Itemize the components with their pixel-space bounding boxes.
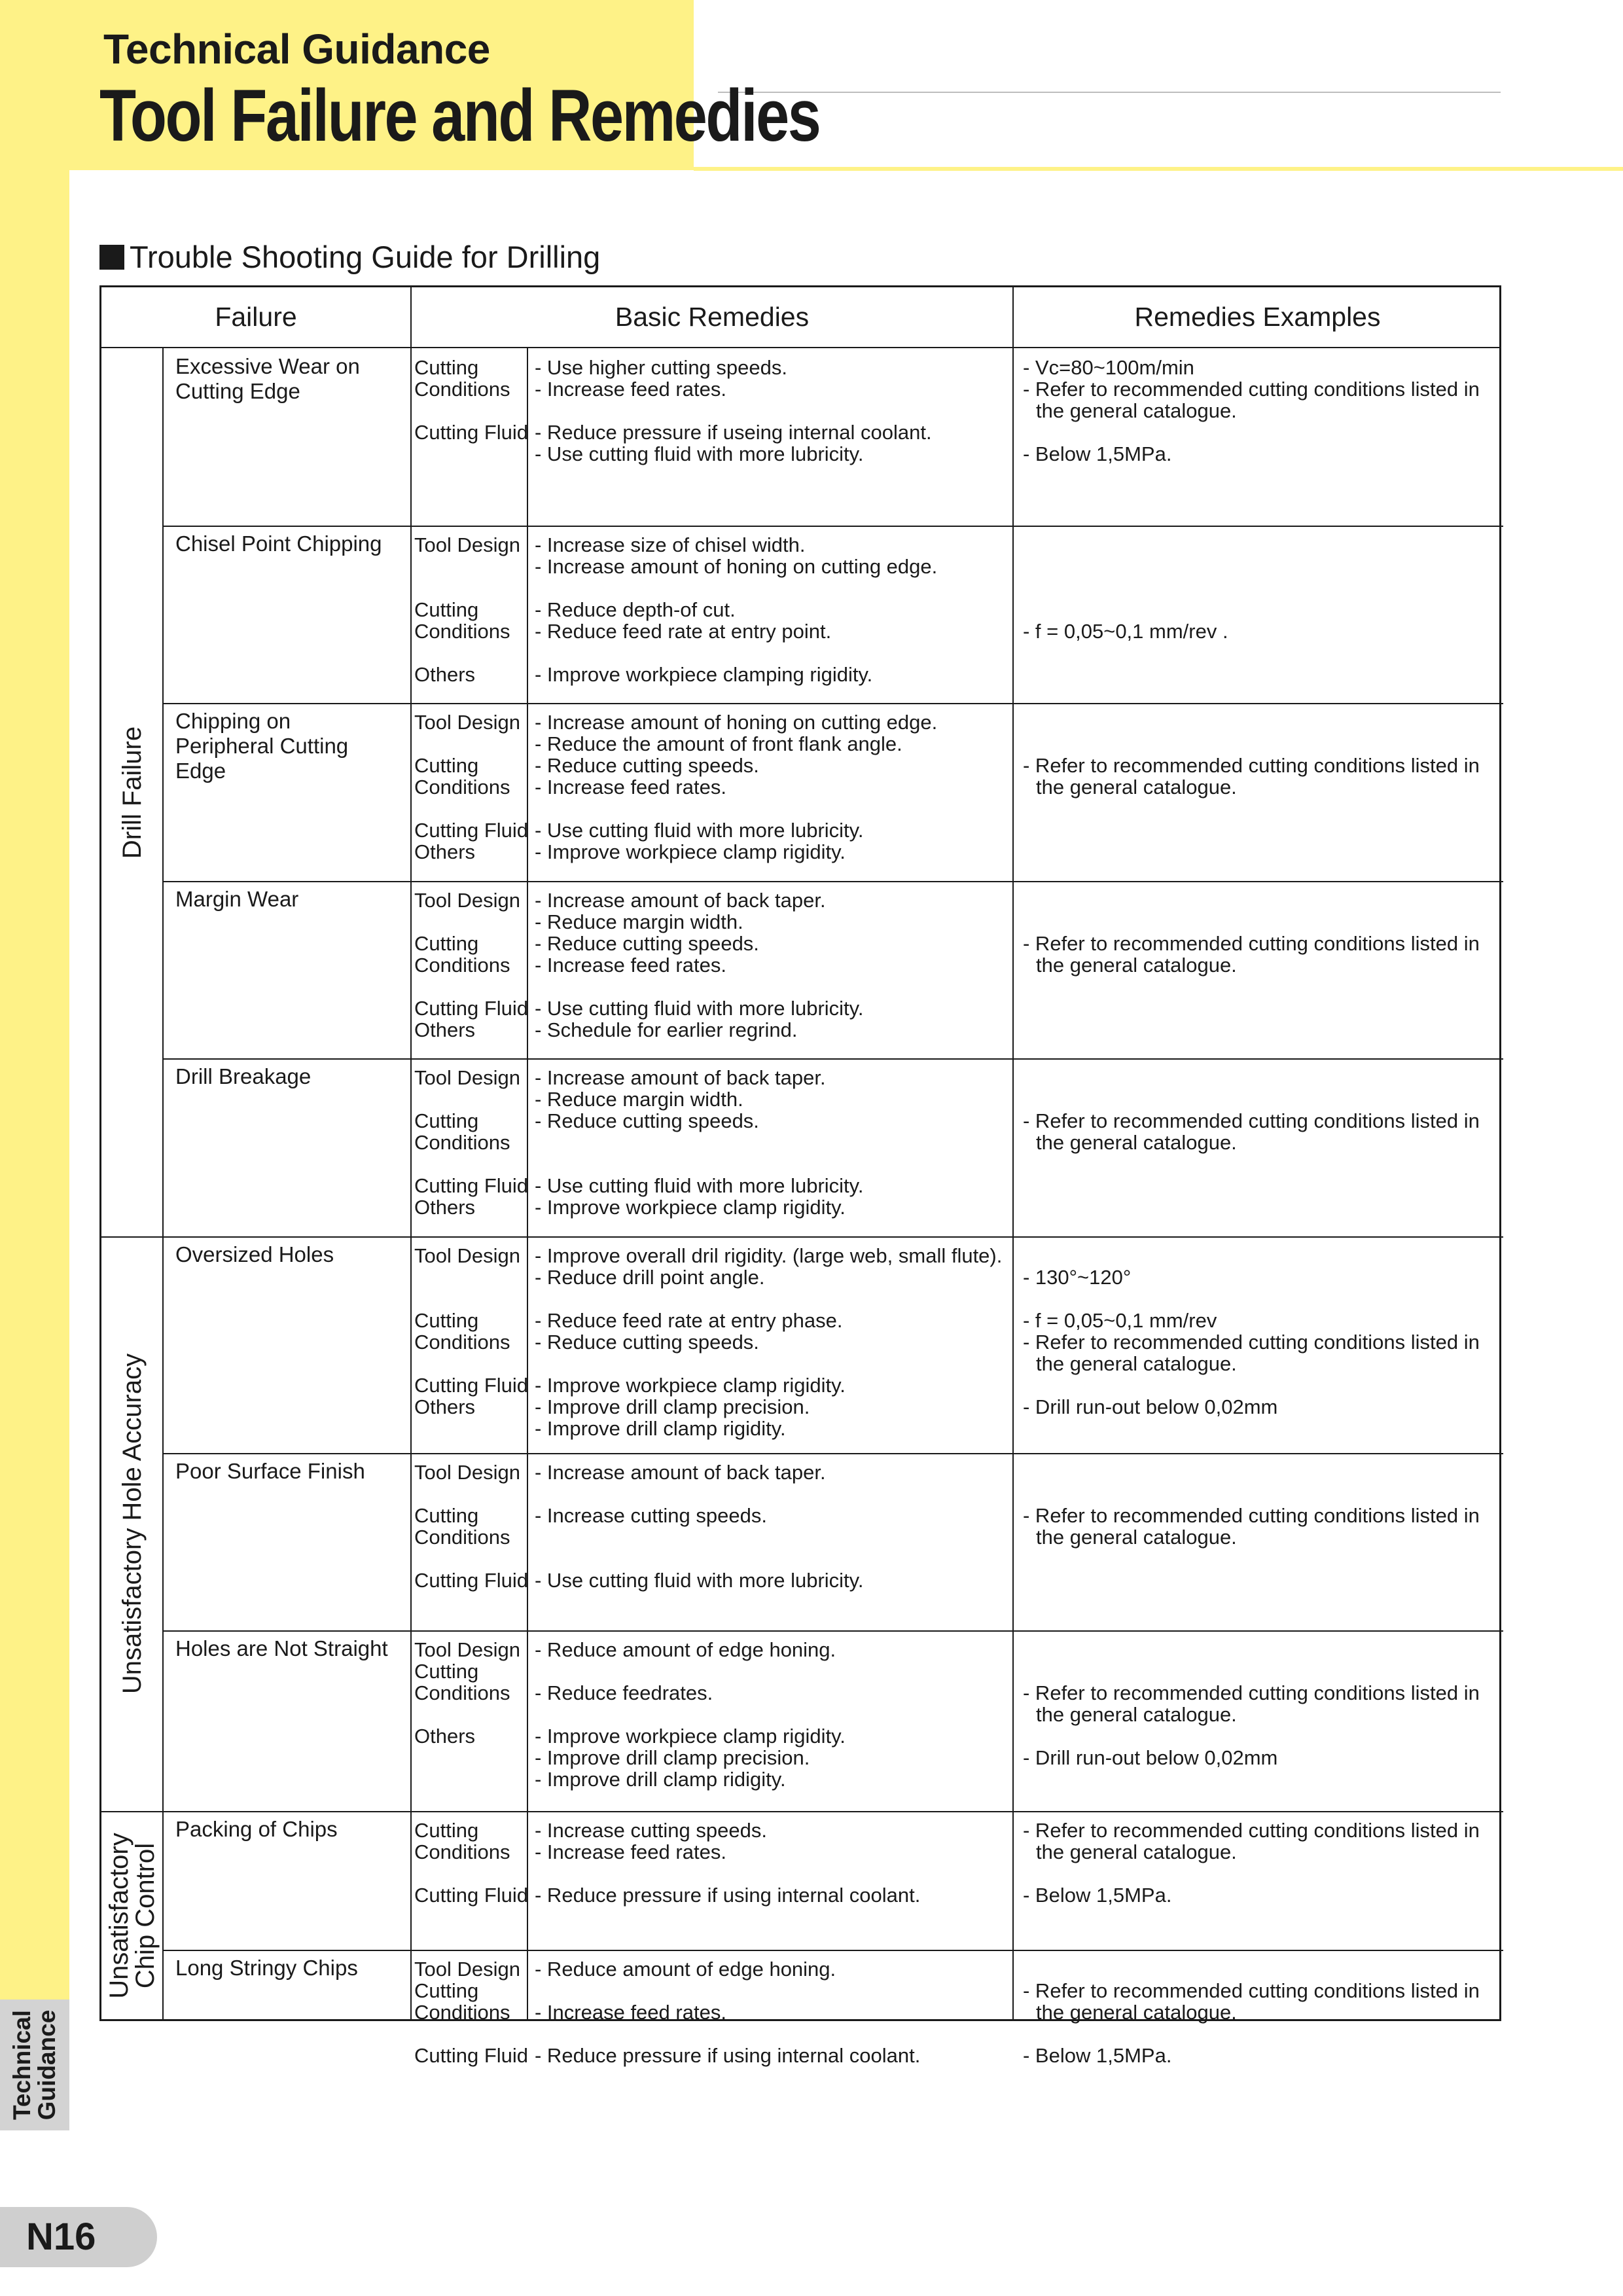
column-divider [162,348,164,2021]
remedy-item-line: - Improve overall dril rigidity. (large web, small flute). [535,1244,1003,1267]
remedy-item-line: - Reduce feed rate at entry point. [535,620,832,643]
remedy-example [1023,534,1494,642]
remedy-item-line: - Improve drill clamp rigidity. [535,1417,786,1440]
condition-label-line [414,798,529,819]
condition-label [414,1245,529,1418]
condition-label [414,1958,529,2066]
remedy-item-line: - Increase amount of honing on cutting edge. [535,555,938,578]
remedy-example-line [1023,1725,1494,1747]
row-divider [162,1630,1503,1632]
condition-label [414,1820,529,1906]
remedy-item-line: - Reduce drill point angle. [535,1266,765,1289]
condition-label-line: Conditions [414,954,510,977]
remedy-item-line [535,976,1111,997]
condition-label-line: Tool Design [414,1461,520,1484]
remedy-example-line: - Below 1,5MPa. [1023,1884,1172,1907]
condition-label-line: Tool Design [414,711,520,734]
condition-label-line: Others [414,1196,476,1219]
failure-name-line: Drill Breakage [175,1064,312,1088]
failure-name [175,1636,404,1661]
section-heading [99,239,600,275]
remedy-item-line: - Use cutting fluid with more lubricity. [535,997,864,1020]
condition-label-line [414,976,529,997]
remedy-example [1023,1462,1494,1548]
side-color-band [0,0,69,2130]
remedy-example [1023,1958,1494,2066]
remedy-item-line: - Improve workpiece clamping rigidity. [535,663,873,686]
remedy-item-line [535,1153,1111,1175]
remedy-item-line: - Reduce feed rate at entry phase. [535,1309,843,1332]
remedy-example-line: the general catalogue. [1036,1526,1237,1549]
condition-label-line: Cutting [414,1109,479,1132]
remedy-item-line: - Improve drill clamp ridigity. [535,1768,786,1791]
condition-label-line [414,2023,529,2045]
failure-name [175,1956,404,1981]
remedy-item-line: - Reduce cutting speeds. [535,754,759,777]
condition-label-line [414,577,529,599]
remedy-example-line [1023,1288,1494,1310]
remedy-item-line: - Reduce depth-of cut. [535,598,736,621]
remedy-example-line: - Refer to recommended cutting conditions listed in [1023,754,1480,777]
remedy-example-line: - Refer to recommended cutting conditions listed in [1023,932,1480,955]
remedy-item-line: - Increase amount of back taper. [535,1461,826,1484]
condition-label-line [414,1288,529,1310]
condition-label [414,357,529,443]
row-divider [162,703,1503,704]
remedy-example-line: the general catalogue. [1036,399,1237,422]
remedy-item-line: - Schedule for earlier regrind. [535,1018,798,1041]
condition-label [414,1067,529,1218]
condition-label-line: Cutting Fluid [414,421,529,444]
remedy-example-line: - Below 1,5MPa. [1023,2044,1172,2067]
condition-label-line [414,1548,529,1570]
failure-name [175,1459,404,1484]
failure-name [175,1242,404,1267]
condition-label-line: Cutting [414,754,479,777]
remedy-example [1023,1067,1494,1153]
remedy-item-line: - Use cutting fluid with more lubricity. [535,819,864,842]
section-side-tab [0,2000,69,2130]
table-header-row [101,287,1499,348]
remedy-example-line: the general catalogue. [1036,1131,1237,1154]
failure-name-line: Margin Wear [175,887,299,911]
remedy-example-line [1023,556,1494,577]
condition-label-line: Conditions [414,1131,510,1154]
remedy-item-line: - Increase amount of back taper. [535,1066,826,1089]
remedy-example-line: the general catalogue. [1036,2001,1237,2024]
condition-label-line: Tool Design [414,1638,520,1661]
condition-label-line: Conditions [414,776,510,798]
troubleshooting-table [99,285,1501,2067]
remedy-item-line: - Reduce feedrates. [535,1681,713,1704]
column-divider [410,287,412,2019]
header-yellow-rule [694,167,1623,171]
remedy-item-line: - Improve drill clamp precision. [535,1746,810,1769]
remedy-example-line [1023,711,1494,733]
remedy-example-line [1023,733,1494,755]
condition-label [414,711,529,863]
remedy-item-line: - Improve drill clamp precision. [535,1395,810,1418]
remedy-item-line: - Increase feed rates. [535,2001,726,2024]
failure-name [175,354,404,404]
failure-name-line: Oversized Holes [175,1242,334,1266]
remedy-example-line: - Below 1,5MPa. [1023,442,1172,465]
remedy-item-line: - Reduce pressure if useing internal coolant. [535,421,932,444]
condition-label-line: Cutting Fluid [414,1374,529,1397]
condition-label-line: Conditions [414,1681,510,1704]
remedy-example-line: - Refer to recommended cutting conditions listed in [1023,1504,1480,1527]
condition-label-line: Cutting [414,1819,479,1842]
remedy-example-line [1023,1462,1494,1483]
condition-label-line: Tool Design [414,1066,520,1089]
remedy-example-line [1023,1660,1494,1682]
remedy-example [1023,357,1494,465]
remedy-example-line: the general catalogue. [1036,1840,1237,1863]
condition-label-line: Others [414,663,476,686]
remedy-item-line [535,798,1111,819]
remedy-example-line: - Refer to recommended cutting conditions listed in [1023,1681,1480,1704]
column-header-failure: Failure [215,302,297,332]
condition-label-line: Others [414,840,476,863]
remedy-example-line: - Refer to recommended cutting conditions listed in [1023,1979,1480,2002]
condition-label-line: Cutting [414,1504,479,1527]
remedy-item-line: - Reduce the amount of front flank angle. [535,732,902,755]
failure-name-line: Excessive Wear on [175,354,360,378]
remedy-item-line: - Reduce pressure if using internal coolant. [535,1884,921,1907]
condition-label-line: Tool Design [414,1244,520,1267]
remedy-item-line: - Reduce pressure if using internal coolant. [535,2044,921,2067]
condition-label-line: Cutting [414,1309,479,1332]
condition-label-line [414,1863,529,1884]
remedy-item-line: - Reduce cutting speeds. [535,1331,759,1354]
remedy-example [1023,1639,1494,1768]
remedy-item-line: - Reduce cutting speeds. [535,932,759,955]
failure-name-line: Holes are Not Straight [175,1636,388,1660]
condition-label-line: Conditions [414,620,510,643]
remedy-example-line [1023,577,1494,599]
condition-label-line: Conditions [414,1331,510,1354]
side-tab-label: Technical Guidance [9,2009,60,2121]
failure-name-line: Packing of Chips [175,1817,338,1841]
header-grey-rule [718,92,1501,93]
condition-label-line [414,556,529,577]
remedy-example-line: - Drill run-out below 0,02mm [1023,1395,1278,1418]
page-number: N16 [26,2215,96,2258]
condition-label-line [414,1088,529,1110]
failure-name [175,531,404,556]
remedy-example-line: - 130°~120° [1023,1266,1132,1289]
remedy-example-line: the general catalogue. [1036,776,1237,798]
failure-name [175,1817,404,1842]
header-kicker: Technical Guidance [103,26,490,73]
remedy-item-line: - Increase amount of honing on cutting edge. [535,711,938,734]
condition-label-line: Cutting Fluid [414,997,529,1020]
condition-label-line: Cutting Fluid [414,819,529,842]
condition-label-line: Cutting Fluid [414,1569,529,1592]
remedy-item-line: - Improve workpiece clamp rigidity. [535,1196,846,1219]
condition-label-line: Tool Design [414,1958,520,1981]
condition-label-line: Cutting Fluid [414,1174,529,1197]
remedy-item-line: - Increase feed rates. [535,776,726,798]
failure-name-line: Peripheral Cutting [175,734,349,758]
remedy-example-line [1023,1863,1494,1884]
remedy-example-line [1023,1483,1494,1505]
condition-label-line: Cutting [414,1979,479,2002]
condition-label [414,1462,529,1591]
remedy-example-line: the general catalogue. [1036,1703,1237,1726]
row-divider [162,1058,1503,1060]
remedy-example-line: - f = 0,05~0,1 mm/rev . [1023,620,1228,643]
remedy-item-line: - Use cutting fluid with more lubricity. [535,1569,864,1592]
remedy-item-line: - Improve workpiece clamp rigidity. [535,840,846,863]
failure-name [175,709,404,783]
condition-label-line: Cutting [414,356,479,379]
row-divider [162,1950,1503,1951]
condition-label-line [414,1153,529,1175]
condition-label-line [414,733,529,755]
failure-name [175,887,404,912]
remedy-item-line: - Reduce margin width. [535,1088,743,1111]
condition-label [414,1639,529,1747]
condition-label-line: Others [414,1018,476,1041]
remedy-item-line: - Increase feed rates. [535,954,726,977]
remedy-item-line: - Increase cutting speeds. [535,1819,767,1842]
group-label-chip-control: Unsatisfactory Chip Control [105,1833,160,1999]
remedy-item-line: - Increase feed rates. [535,378,726,401]
remedy-example-line [1023,534,1494,556]
remedy-item-line: - Improve workpiece clamp rigidity. [535,1374,846,1397]
remedy-item-line: - Reduce cutting speeds. [535,1109,759,1132]
remedy-example-line: - Refer to recommended cutting conditions listed in [1023,378,1480,401]
failure-name-line: Poor Surface Finish [175,1459,365,1483]
remedy-item-line: - Reduce margin width. [535,910,743,933]
failure-name-line: Chisel Point Chipping [175,531,382,556]
condition-label-line [414,642,529,664]
remedy-item-line [535,1548,1111,1570]
remedy-example-line: - Refer to recommended cutting conditions listed in [1023,1109,1480,1132]
remedy-example-line [1023,1374,1494,1396]
failure-name-line: Long Stringy Chips [175,1956,358,1980]
remedy-example-line: the general catalogue. [1036,1352,1237,1375]
column-header-remedies-examples: Remedies Examples [1134,302,1381,332]
condition-label-line: Others [414,1395,476,1418]
remedy-item-line: - Increase amount of back taper. [535,889,826,912]
remedy-item-line: - Use higher cutting speeds. [535,356,787,379]
remedy-example [1023,1245,1494,1418]
group-divider [101,1811,1503,1812]
remedy-item-line: - Increase size of chisel width. [535,533,806,556]
remedy-example-line [1023,1088,1494,1110]
condition-label-line: Tool Design [414,533,520,556]
remedy-example-line: the general catalogue. [1036,954,1237,977]
remedy-example [1023,1820,1494,1906]
group-divider [101,1236,1503,1238]
condition-label-line: Cutting [414,1660,479,1683]
failure-name [175,1064,404,1089]
remedy-item-line: - Reduce amount of edge honing. [535,1638,836,1661]
column-header-basic-remedies: Basic Remedies [615,302,810,332]
row-divider [162,881,1503,882]
condition-label [414,534,529,685]
remedy-item-line: - Increase cutting speeds. [535,1504,767,1527]
condition-label-line: Cutting [414,932,479,955]
condition-label-line [414,1353,529,1374]
remedy-item-line: - Improve workpiece clamp rigidity. [535,1725,846,1748]
remedy-example-line: - Drill run-out below 0,02mm [1023,1746,1278,1769]
failure-name-line: Cutting Edge [175,379,300,403]
condition-label-line [414,400,529,422]
remedy-item-line: - Increase feed rates. [535,1840,726,1863]
remedy-example-line [1023,1245,1494,1266]
section-title: Trouble Shooting Guide for Drilling [130,240,601,274]
row-divider [162,1453,1503,1454]
remedy-example [1023,889,1494,976]
condition-label-line: Cutting Fluid [414,1884,529,1907]
row-divider [162,526,1503,527]
condition-label-line [414,911,529,933]
condition-label-line: Cutting [414,598,479,621]
page-title: Tool Failure and Remedies [99,75,820,156]
condition-label-line: Conditions [414,378,510,401]
failure-name-line: Chipping on [175,709,291,733]
group-label-hole-accuracy: Unsatisfactory Hole Accuracy [118,1353,147,1695]
square-bullet-icon [99,245,124,270]
remedy-example-line [1023,599,1494,620]
remedy-example-line [1023,2023,1494,2045]
failure-name-line: Edge [175,759,226,783]
remedy-example-line: - Refer to recommended cutting conditions listed in [1023,1819,1480,1842]
remedy-example-line [1023,1958,1494,1980]
condition-label-line: Conditions [414,1526,510,1549]
remedy-example-line [1023,422,1494,443]
remedy-example-line: - f = 0,05~0,1 mm/rev [1023,1309,1217,1332]
condition-label [414,889,529,1041]
remedy-item-line: - Use cutting fluid with more lubricity. [535,442,864,465]
group-label-drill-failure: Drill Failure [118,726,147,859]
remedy-item-line: - Reduce amount of edge honing. [535,1958,836,1981]
condition-label-line: Others [414,1725,476,1748]
condition-label-line [414,1266,529,1288]
remedy-example-line [1023,1639,1494,1660]
condition-label-line [414,1704,529,1725]
condition-label-line: Cutting Fluid [414,2044,529,2067]
remedy-example [1023,711,1494,798]
condition-label-line [414,1483,529,1505]
remedy-item-line [535,642,1111,664]
remedy-example-line [1023,1067,1494,1088]
remedy-example-line: - Vc=80~100m/min [1023,356,1194,379]
condition-label-line: Conditions [414,1840,510,1863]
remedy-example-line [1023,911,1494,933]
remedy-example-line [1023,889,1494,911]
remedy-example-line: - Refer to recommended cutting conditions listed in [1023,1331,1480,1354]
remedy-item-line: - Use cutting fluid with more lubricity. [535,1174,864,1197]
condition-label-line: Conditions [414,2001,510,2024]
condition-label-line: Tool Design [414,889,520,912]
